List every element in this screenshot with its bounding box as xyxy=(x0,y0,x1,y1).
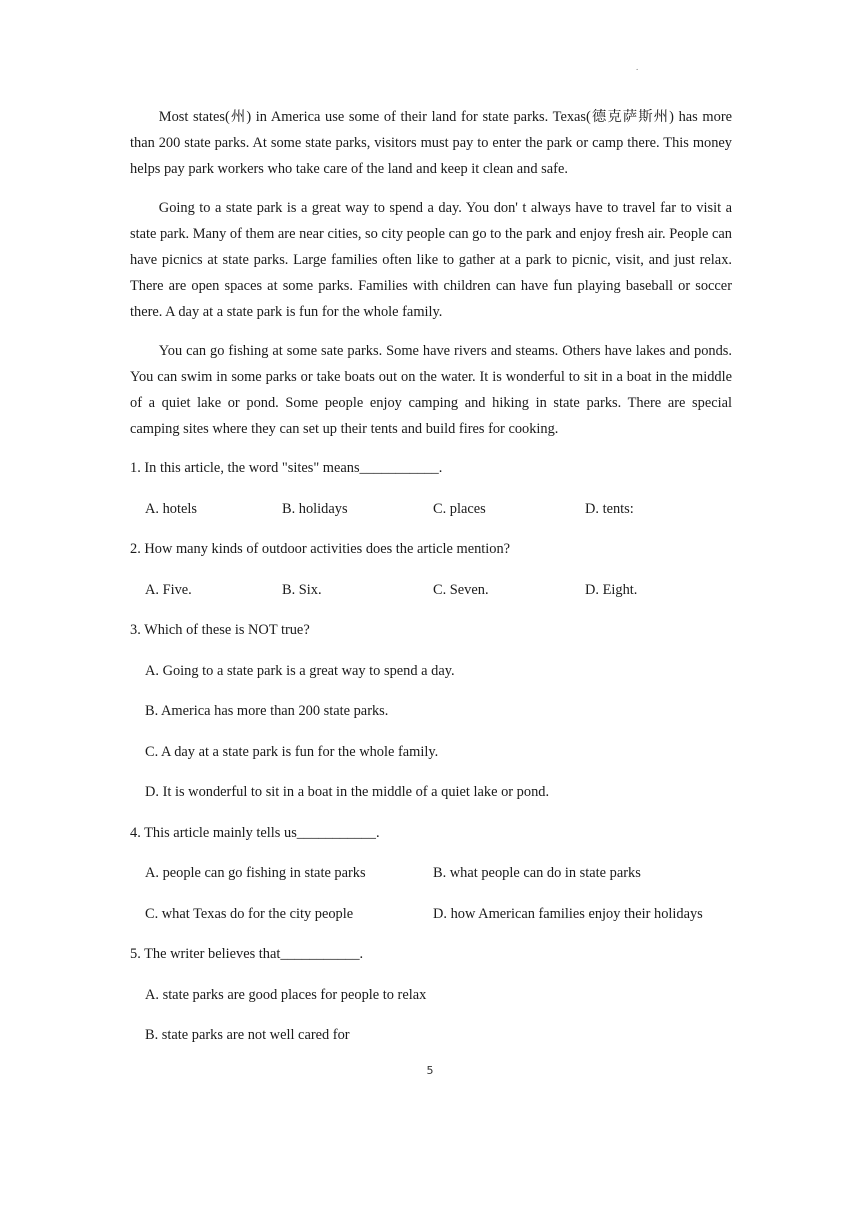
question-1-option-b: B. holidays xyxy=(282,500,348,517)
question-4-options-row-2 xyxy=(130,901,732,942)
question-1-option-c: C. places xyxy=(433,500,486,517)
question-4-options-row-1 xyxy=(130,860,732,901)
question-2-option-c: C. Seven. xyxy=(433,581,489,598)
passage-paragraph-3: You can go fishing at some sate parks. Some have rivers and steams. Others have lakes and ponds. You can swim in some parks or take boats out on the water. It is wonderful to sit in a boat in the middle of a quiet lake or pond. Some people enjoy camping and hiking in state parks. There are special camping sites where they can set up their tents and build fires for cooking. xyxy=(130,343,732,437)
question-2-option-a: A. Five. xyxy=(145,581,192,598)
question-2-option-d: D. Eight. xyxy=(585,581,638,598)
passage-paragraph-2: Going to a state park is a great way to spend a day. You don' t always have to travel far to visit a state park. Many of them are near cities, so city people can go to the park and enjoy fresh air. People can have picnics at state parks. Large families often like to gather at a park to picnic, visit, and just relax. There are open spaces at some parks. Families with children can have fun playing baseball or soccer there. A day at a state park is fun for the whole family. xyxy=(130,200,732,320)
question-2-stem: 2. How many kinds of outdoor activities does the article mention? xyxy=(130,541,511,557)
passage-paragraph-1: Most states(州) in America use some of their land for state parks. Texas(德克萨斯州) has more than 200 state parks. At some state parks, visitors must pay to enter the park or camp there. This money helps pay park workers who take care of the land and keep it clean and safe. xyxy=(130,109,732,177)
question-4-option-b: B. what people can do in state parks xyxy=(433,865,641,881)
question-3-option-d: D. It is wonderful to sit in a boat in the middle of a quiet lake or pond. xyxy=(145,784,550,800)
question-1-option-d: D. tents: xyxy=(585,500,634,517)
question-4-option-a: A. people can go fishing in state parks xyxy=(145,865,366,881)
question-1-option-a: A. hotels xyxy=(145,500,197,517)
question-4-stem: 4. This article mainly tells us___________. xyxy=(130,824,380,841)
page-number: 5 xyxy=(426,1064,434,1077)
question-3-stem: 3. Which of these is NOT true? xyxy=(130,622,310,638)
question-5-option-a: A. state parks are good places for people to relax xyxy=(145,986,427,1003)
header-dot: . xyxy=(636,62,639,72)
question-4-option-d: D. how American families enjoy their holidays xyxy=(433,905,703,922)
question-5-stem: 5. The writer believes that___________. xyxy=(130,946,364,962)
question-1-options xyxy=(130,496,732,537)
page-content xyxy=(130,104,732,1063)
question-2-options xyxy=(130,577,732,618)
question-5-option-b: B. state parks are not well cared for xyxy=(145,1027,350,1043)
question-3-option-c: C. A day at a state park is fun for the whole family. xyxy=(145,743,439,760)
question-3-option-b: B. America has more than 200 state parks. xyxy=(145,703,389,719)
question-2-option-b: B. Six. xyxy=(282,581,322,598)
question-4-option-c: C. what Texas do for the city people xyxy=(145,905,354,922)
question-1-stem: 1. In this article, the word "sites" means___________. xyxy=(130,460,443,476)
question-3-option-a: A. Going to a state park is a great way to spend a day. xyxy=(145,662,455,679)
